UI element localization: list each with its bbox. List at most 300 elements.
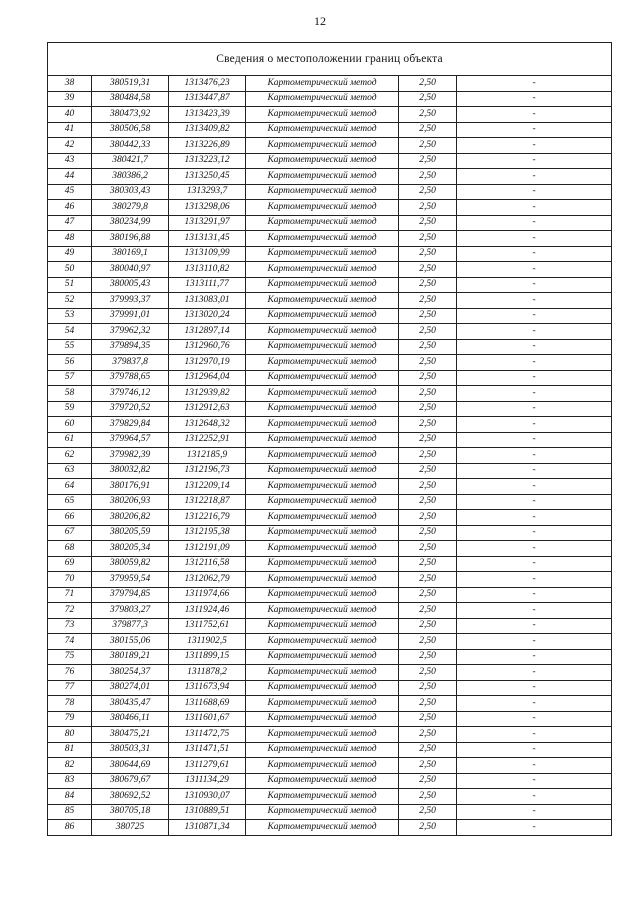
accuracy-cell: 2,50: [399, 293, 457, 309]
description-cell: -: [457, 572, 612, 588]
table-row: [48, 324, 612, 340]
point-number-cell: 43: [48, 153, 92, 169]
method-cell: Картометрический метод: [246, 91, 399, 107]
accuracy-cell: 2,50: [399, 339, 457, 355]
table-row: [48, 262, 612, 278]
point-number-cell: 39: [48, 91, 92, 107]
y-coordinate-cell: 1313020,24: [169, 308, 246, 324]
point-number-cell: 68: [48, 541, 92, 557]
x-coordinate-cell: 380176,91: [92, 479, 169, 495]
table-row: [48, 200, 612, 216]
table-row: [48, 370, 612, 386]
x-coordinate-cell: 380169,1: [92, 246, 169, 262]
method-cell: Картометрический метод: [246, 556, 399, 572]
table-row: [48, 169, 612, 185]
table-row: [48, 91, 612, 107]
point-number-cell: 51: [48, 277, 92, 293]
table-row: [48, 696, 612, 712]
x-coordinate-cell: 380503,31: [92, 742, 169, 758]
x-coordinate-cell: 379964,57: [92, 432, 169, 448]
method-cell: Картометрический метод: [246, 572, 399, 588]
point-number-cell: 72: [48, 603, 92, 619]
description-cell: -: [457, 525, 612, 541]
method-cell: Картометрический метод: [246, 649, 399, 665]
table-row: [48, 417, 612, 433]
table-row: [48, 711, 612, 727]
table-row: [48, 494, 612, 510]
table-row: [48, 820, 612, 836]
point-number-cell: 80: [48, 727, 92, 743]
method-cell: Картометрический метод: [246, 463, 399, 479]
description-cell: -: [457, 200, 612, 216]
y-coordinate-cell: 1312912,63: [169, 401, 246, 417]
accuracy-cell: 2,50: [399, 711, 457, 727]
point-number-cell: 57: [48, 370, 92, 386]
point-number-cell: 55: [48, 339, 92, 355]
description-cell: -: [457, 494, 612, 510]
description-cell: -: [457, 231, 612, 247]
accuracy-cell: 2,50: [399, 401, 457, 417]
y-coordinate-cell: 1313409,82: [169, 122, 246, 138]
x-coordinate-cell: 380679,67: [92, 773, 169, 789]
method-cell: Картометрический метод: [246, 246, 399, 262]
x-coordinate-cell: 379803,27: [92, 603, 169, 619]
x-coordinate-cell: 380421,7: [92, 153, 169, 169]
x-coordinate-cell: 380705,18: [92, 804, 169, 820]
point-number-cell: 40: [48, 107, 92, 123]
y-coordinate-cell: 1312191,09: [169, 541, 246, 557]
method-cell: Картометрический метод: [246, 789, 399, 805]
accuracy-cell: 2,50: [399, 138, 457, 154]
x-coordinate-cell: 380466,11: [92, 711, 169, 727]
point-number-cell: 75: [48, 649, 92, 665]
y-coordinate-cell: 1311134,29: [169, 773, 246, 789]
y-coordinate-cell: 1312939,82: [169, 386, 246, 402]
point-number-cell: 69: [48, 556, 92, 572]
x-coordinate-cell: 380475,21: [92, 727, 169, 743]
x-coordinate-cell: 379993,37: [92, 293, 169, 309]
point-number-cell: 67: [48, 525, 92, 541]
point-number-cell: 78: [48, 696, 92, 712]
point-number-cell: 71: [48, 587, 92, 603]
description-cell: -: [457, 246, 612, 262]
point-number-cell: 60: [48, 417, 92, 433]
point-number-cell: 52: [48, 293, 92, 309]
table-row: [48, 742, 612, 758]
accuracy-cell: 2,50: [399, 262, 457, 278]
description-cell: -: [457, 122, 612, 138]
y-coordinate-cell: 1311472,75: [169, 727, 246, 743]
x-coordinate-cell: 380644,69: [92, 758, 169, 774]
table-row: [48, 277, 612, 293]
x-coordinate-cell: 380206,82: [92, 510, 169, 526]
table-row: [48, 556, 612, 572]
accuracy-cell: 2,50: [399, 184, 457, 200]
method-cell: Картометрический метод: [246, 479, 399, 495]
y-coordinate-cell: 1313083,01: [169, 293, 246, 309]
point-number-cell: 63: [48, 463, 92, 479]
table-row: [48, 293, 612, 309]
y-coordinate-cell: 1312216,79: [169, 510, 246, 526]
description-cell: -: [457, 339, 612, 355]
y-coordinate-cell: 1313423,39: [169, 107, 246, 123]
point-number-cell: 58: [48, 386, 92, 402]
accuracy-cell: 2,50: [399, 355, 457, 371]
table-row: [48, 215, 612, 231]
accuracy-cell: 2,50: [399, 494, 457, 510]
description-cell: -: [457, 587, 612, 603]
y-coordinate-cell: 1311902,5: [169, 634, 246, 650]
table-row: [48, 463, 612, 479]
y-coordinate-cell: 1310871,34: [169, 820, 246, 836]
description-cell: -: [457, 277, 612, 293]
point-number-cell: 50: [48, 262, 92, 278]
y-coordinate-cell: 1311752,61: [169, 618, 246, 634]
table-row: [48, 107, 612, 123]
y-coordinate-cell: 1313298,06: [169, 200, 246, 216]
accuracy-cell: 2,50: [399, 200, 457, 216]
point-number-cell: 41: [48, 122, 92, 138]
accuracy-cell: 2,50: [399, 820, 457, 836]
x-coordinate-cell: 380196,88: [92, 231, 169, 247]
method-cell: Картометрический метод: [246, 758, 399, 774]
accuracy-cell: 2,50: [399, 417, 457, 433]
point-number-cell: 66: [48, 510, 92, 526]
table-row: [48, 634, 612, 650]
y-coordinate-cell: 1313226,89: [169, 138, 246, 154]
point-number-cell: 64: [48, 479, 92, 495]
x-coordinate-cell: 380279,8: [92, 200, 169, 216]
accuracy-cell: 2,50: [399, 432, 457, 448]
y-coordinate-cell: 1313447,87: [169, 91, 246, 107]
description-cell: -: [457, 603, 612, 619]
method-cell: Картометрический метод: [246, 370, 399, 386]
x-coordinate-cell: 379982,39: [92, 448, 169, 464]
y-coordinate-cell: 1311471,51: [169, 742, 246, 758]
description-cell: -: [457, 510, 612, 526]
x-coordinate-cell: 380040,97: [92, 262, 169, 278]
method-cell: Картометрический метод: [246, 76, 399, 92]
table-row: [48, 153, 612, 169]
boundary-coordinates-table: [47, 42, 612, 836]
table-body: [48, 76, 612, 836]
table-row: [48, 789, 612, 805]
description-cell: -: [457, 820, 612, 836]
table-row: [48, 308, 612, 324]
x-coordinate-cell: 380473,92: [92, 107, 169, 123]
y-coordinate-cell: 1313250,45: [169, 169, 246, 185]
x-coordinate-cell: 380189,21: [92, 649, 169, 665]
x-coordinate-cell: 379962,32: [92, 324, 169, 340]
x-coordinate-cell: 379877,3: [92, 618, 169, 634]
description-cell: -: [457, 401, 612, 417]
point-number-cell: 62: [48, 448, 92, 464]
accuracy-cell: 2,50: [399, 696, 457, 712]
point-number-cell: 38: [48, 76, 92, 92]
point-number-cell: 42: [48, 138, 92, 154]
accuracy-cell: 2,50: [399, 634, 457, 650]
point-number-cell: 65: [48, 494, 92, 510]
table-row: [48, 246, 612, 262]
method-cell: Картометрический метод: [246, 308, 399, 324]
method-cell: Картометрический метод: [246, 804, 399, 820]
x-coordinate-cell: 380435,47: [92, 696, 169, 712]
x-coordinate-cell: 380484,58: [92, 91, 169, 107]
description-cell: -: [457, 386, 612, 402]
accuracy-cell: 2,50: [399, 618, 457, 634]
method-cell: Картометрический метод: [246, 277, 399, 293]
method-cell: Картометрический метод: [246, 262, 399, 278]
x-coordinate-cell: 379894,35: [92, 339, 169, 355]
x-coordinate-cell: 379746,12: [92, 386, 169, 402]
accuracy-cell: 2,50: [399, 587, 457, 603]
y-coordinate-cell: 1312196,73: [169, 463, 246, 479]
point-number-cell: 54: [48, 324, 92, 340]
point-number-cell: 82: [48, 758, 92, 774]
method-cell: Картометрический метод: [246, 773, 399, 789]
description-cell: -: [457, 634, 612, 650]
method-cell: Картометрический метод: [246, 820, 399, 836]
accuracy-cell: 2,50: [399, 804, 457, 820]
y-coordinate-cell: 1313291,97: [169, 215, 246, 231]
description-cell: -: [457, 370, 612, 386]
description-cell: -: [457, 138, 612, 154]
accuracy-cell: 2,50: [399, 789, 457, 805]
table-row: [48, 525, 612, 541]
description-cell: -: [457, 556, 612, 572]
accuracy-cell: 2,50: [399, 773, 457, 789]
method-cell: Картометрический метод: [246, 603, 399, 619]
point-number-cell: 79: [48, 711, 92, 727]
method-cell: Картометрический метод: [246, 541, 399, 557]
method-cell: Картометрический метод: [246, 401, 399, 417]
accuracy-cell: 2,50: [399, 649, 457, 665]
point-number-cell: 45: [48, 184, 92, 200]
method-cell: Картометрический метод: [246, 215, 399, 231]
description-cell: -: [457, 91, 612, 107]
method-cell: Картометрический метод: [246, 339, 399, 355]
description-cell: -: [457, 169, 612, 185]
y-coordinate-cell: 1310889,51: [169, 804, 246, 820]
description-cell: -: [457, 262, 612, 278]
point-number-cell: 86: [48, 820, 92, 836]
y-coordinate-cell: 1311974,66: [169, 587, 246, 603]
table-row: [48, 727, 612, 743]
point-number-cell: 47: [48, 215, 92, 231]
x-coordinate-cell: 379991,01: [92, 308, 169, 324]
y-coordinate-cell: 1313293,7: [169, 184, 246, 200]
table-row: [48, 680, 612, 696]
x-coordinate-cell: 379788,65: [92, 370, 169, 386]
accuracy-cell: 2,50: [399, 742, 457, 758]
description-cell: -: [457, 215, 612, 231]
method-cell: Картометрический метод: [246, 727, 399, 743]
accuracy-cell: 2,50: [399, 572, 457, 588]
x-coordinate-cell: 380206,93: [92, 494, 169, 510]
table-row: [48, 665, 612, 681]
x-coordinate-cell: 380386,2: [92, 169, 169, 185]
y-coordinate-cell: 1313476,23: [169, 76, 246, 92]
x-coordinate-cell: 380725: [92, 820, 169, 836]
table-row: [48, 386, 612, 402]
method-cell: Картометрический метод: [246, 324, 399, 340]
point-number-cell: 56: [48, 355, 92, 371]
description-cell: -: [457, 293, 612, 309]
point-number-cell: 53: [48, 308, 92, 324]
description-cell: -: [457, 649, 612, 665]
description-cell: -: [457, 184, 612, 200]
table-row: [48, 758, 612, 774]
accuracy-cell: 2,50: [399, 556, 457, 572]
accuracy-cell: 2,50: [399, 153, 457, 169]
method-cell: Картометрический метод: [246, 634, 399, 650]
x-coordinate-cell: 380234,99: [92, 215, 169, 231]
y-coordinate-cell: 1312209,14: [169, 479, 246, 495]
table-row: [48, 572, 612, 588]
x-coordinate-cell: 380692,52: [92, 789, 169, 805]
accuracy-cell: 2,50: [399, 215, 457, 231]
description-cell: -: [457, 665, 612, 681]
description-cell: -: [457, 541, 612, 557]
method-cell: Картометрический метод: [246, 587, 399, 603]
accuracy-cell: 2,50: [399, 603, 457, 619]
accuracy-cell: 2,50: [399, 308, 457, 324]
method-cell: Картометрический метод: [246, 432, 399, 448]
table-row: [48, 76, 612, 92]
method-cell: Картометрический метод: [246, 417, 399, 433]
point-number-cell: 49: [48, 246, 92, 262]
method-cell: Картометрический метод: [246, 138, 399, 154]
accuracy-cell: 2,50: [399, 107, 457, 123]
y-coordinate-cell: 1312897,14: [169, 324, 246, 340]
x-coordinate-cell: 379959,54: [92, 572, 169, 588]
table-row: [48, 479, 612, 495]
accuracy-cell: 2,50: [399, 463, 457, 479]
accuracy-cell: 2,50: [399, 324, 457, 340]
y-coordinate-cell: 1313131,45: [169, 231, 246, 247]
x-coordinate-cell: 380205,34: [92, 541, 169, 557]
description-cell: -: [457, 742, 612, 758]
x-coordinate-cell: 380442,33: [92, 138, 169, 154]
x-coordinate-cell: 379794,85: [92, 587, 169, 603]
point-number-cell: 48: [48, 231, 92, 247]
table-row: [48, 510, 612, 526]
description-cell: -: [457, 153, 612, 169]
table-row: [48, 231, 612, 247]
table-row: [48, 184, 612, 200]
description-cell: -: [457, 355, 612, 371]
point-number-cell: 44: [48, 169, 92, 185]
accuracy-cell: 2,50: [399, 680, 457, 696]
y-coordinate-cell: 1312218,87: [169, 494, 246, 510]
y-coordinate-cell: 1312185,9: [169, 448, 246, 464]
method-cell: Картометрический метод: [246, 169, 399, 185]
x-coordinate-cell: 380254,37: [92, 665, 169, 681]
method-cell: Картометрический метод: [246, 494, 399, 510]
accuracy-cell: 2,50: [399, 231, 457, 247]
y-coordinate-cell: 1312960,76: [169, 339, 246, 355]
point-number-cell: 77: [48, 680, 92, 696]
y-coordinate-cell: 1310930,07: [169, 789, 246, 805]
accuracy-cell: 2,50: [399, 169, 457, 185]
accuracy-cell: 2,50: [399, 76, 457, 92]
method-cell: Картометрический метод: [246, 696, 399, 712]
point-number-cell: 81: [48, 742, 92, 758]
method-cell: Картометрический метод: [246, 386, 399, 402]
point-number-cell: 84: [48, 789, 92, 805]
table-row: [48, 355, 612, 371]
description-cell: -: [457, 618, 612, 634]
method-cell: Картометрический метод: [246, 510, 399, 526]
description-cell: -: [457, 789, 612, 805]
accuracy-cell: 2,50: [399, 510, 457, 526]
description-cell: -: [457, 107, 612, 123]
method-cell: Картометрический метод: [246, 200, 399, 216]
accuracy-cell: 2,50: [399, 370, 457, 386]
y-coordinate-cell: 1311878,2: [169, 665, 246, 681]
method-cell: Картометрический метод: [246, 742, 399, 758]
method-cell: Картометрический метод: [246, 525, 399, 541]
table-title: Сведения о местоположении границ объекта: [48, 43, 612, 76]
table-title-row: [48, 43, 612, 76]
y-coordinate-cell: 1312970,19: [169, 355, 246, 371]
x-coordinate-cell: 380303,43: [92, 184, 169, 200]
x-coordinate-cell: 379829,84: [92, 417, 169, 433]
table-row: [48, 432, 612, 448]
accuracy-cell: 2,50: [399, 727, 457, 743]
table-row: [48, 587, 612, 603]
method-cell: Картометрический метод: [246, 355, 399, 371]
x-coordinate-cell: 380032,82: [92, 463, 169, 479]
description-cell: -: [457, 76, 612, 92]
method-cell: Картометрический метод: [246, 293, 399, 309]
description-cell: -: [457, 773, 612, 789]
method-cell: Картометрический метод: [246, 448, 399, 464]
point-number-cell: 76: [48, 665, 92, 681]
accuracy-cell: 2,50: [399, 525, 457, 541]
table-row: [48, 541, 612, 557]
x-coordinate-cell: 380519,31: [92, 76, 169, 92]
table-row: [48, 448, 612, 464]
table-row: [48, 339, 612, 355]
accuracy-cell: 2,50: [399, 479, 457, 495]
method-cell: Картометрический метод: [246, 184, 399, 200]
description-cell: -: [457, 417, 612, 433]
description-cell: -: [457, 680, 612, 696]
y-coordinate-cell: 1312116,58: [169, 556, 246, 572]
method-cell: Картометрический метод: [246, 618, 399, 634]
accuracy-cell: 2,50: [399, 665, 457, 681]
y-coordinate-cell: 1313110,82: [169, 262, 246, 278]
x-coordinate-cell: 380005,43: [92, 277, 169, 293]
y-coordinate-cell: 1312648,32: [169, 417, 246, 433]
x-coordinate-cell: 380059,82: [92, 556, 169, 572]
x-coordinate-cell: 379837,8: [92, 355, 169, 371]
description-cell: -: [457, 463, 612, 479]
table-row: [48, 603, 612, 619]
table-row: [48, 138, 612, 154]
y-coordinate-cell: 1311924,46: [169, 603, 246, 619]
accuracy-cell: 2,50: [399, 246, 457, 262]
description-cell: -: [457, 308, 612, 324]
table-row: [48, 773, 612, 789]
y-coordinate-cell: 1311688,69: [169, 696, 246, 712]
description-cell: -: [457, 758, 612, 774]
point-number-cell: 74: [48, 634, 92, 650]
accuracy-cell: 2,50: [399, 758, 457, 774]
x-coordinate-cell: 380155,06: [92, 634, 169, 650]
point-number-cell: 46: [48, 200, 92, 216]
